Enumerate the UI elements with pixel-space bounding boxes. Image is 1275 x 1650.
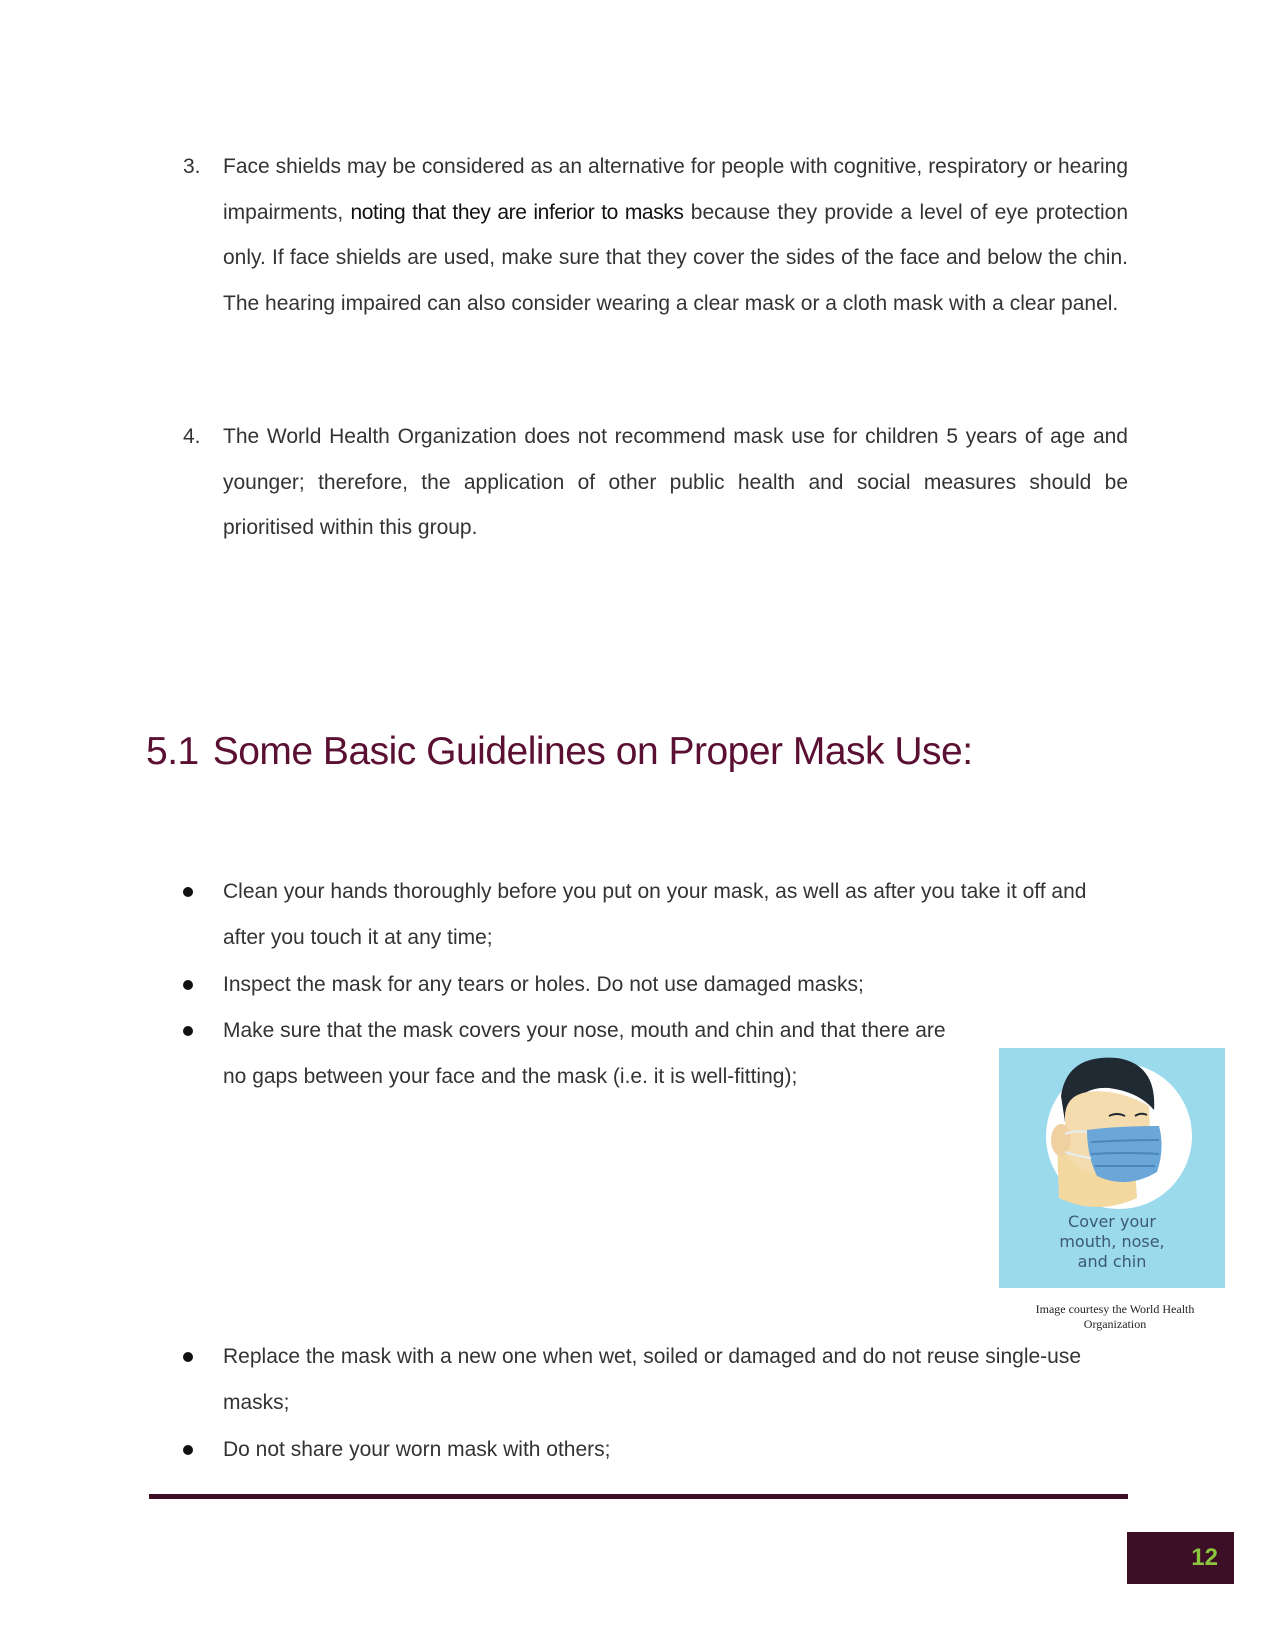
list-number: 3. — [183, 155, 201, 178]
bullet-item — [183, 1334, 1128, 1426]
bullet-dot — [183, 1445, 193, 1455]
list-item-4 — [183, 414, 1128, 551]
mask-illustration — [999, 1048, 1225, 1288]
section-heading — [146, 728, 973, 776]
page-number: 12 — [1191, 1544, 1218, 1571]
list-text-before: Face shields may be considered as an alternative for people with cognitive, respiratory or hearing impairments, — [223, 155, 1128, 224]
list-item-3 — [183, 144, 1128, 326]
bullet-item — [183, 869, 1128, 961]
list-number: 4. — [183, 425, 201, 448]
emphasis-phrase: noting that they are inferior to masks — [350, 200, 684, 224]
section-number: 5.1 — [146, 730, 199, 773]
bullet-dot — [183, 1026, 193, 1036]
bullet-item — [183, 1427, 1128, 1473]
list-item-text: The World Health Organization does not recommend mask use for children 5 years of age and younger; therefore, the application of other public health and social measures should be prioritised within this group. — [223, 425, 1128, 539]
list-item-text — [223, 144, 1128, 326]
bullet-text: Inspect the mask for any tears or holes. Do not use damaged masks; — [223, 973, 864, 996]
footer-rule — [149, 1494, 1128, 1499]
bullet-item — [183, 1008, 963, 1100]
figure-text: Cover your mouth, nose, and chin — [1059, 1212, 1165, 1271]
bullet-text: Clean your hands thoroughly before you put on your mask, as well as after you take it off and after you touch it at any time; — [223, 880, 1087, 949]
section-title: Some Basic Guidelines on Proper Mask Use: — [212, 730, 973, 773]
bullet-text: Make sure that the mask covers your nose, mouth and chin and that there are no gaps between your face and the mask (i.e. it is well-fitting); — [223, 1019, 946, 1088]
bullet-text: Do not share your worn mask with others; — [223, 1438, 611, 1461]
bullet-text: Replace the mask with a new one when wet, soiled or damaged and do not reuse single-use masks; — [223, 1345, 1082, 1414]
bullet-dot — [183, 887, 193, 897]
bullet-item — [183, 962, 1128, 1008]
figure-caption: Image courtesy the World Health Organization — [1035, 1302, 1195, 1331]
list-text-after: because they provide a level of eye protection only. If face shields are used, make sure that they cover the sides of the face and below the chin. The hearing impaired can also consider wearing a clear mask or a cloth mask with a clear panel. — [223, 200, 1129, 315]
bullet-dot — [183, 980, 193, 990]
bullet-dot — [183, 1352, 193, 1362]
page-number-box — [1127, 1532, 1234, 1584]
